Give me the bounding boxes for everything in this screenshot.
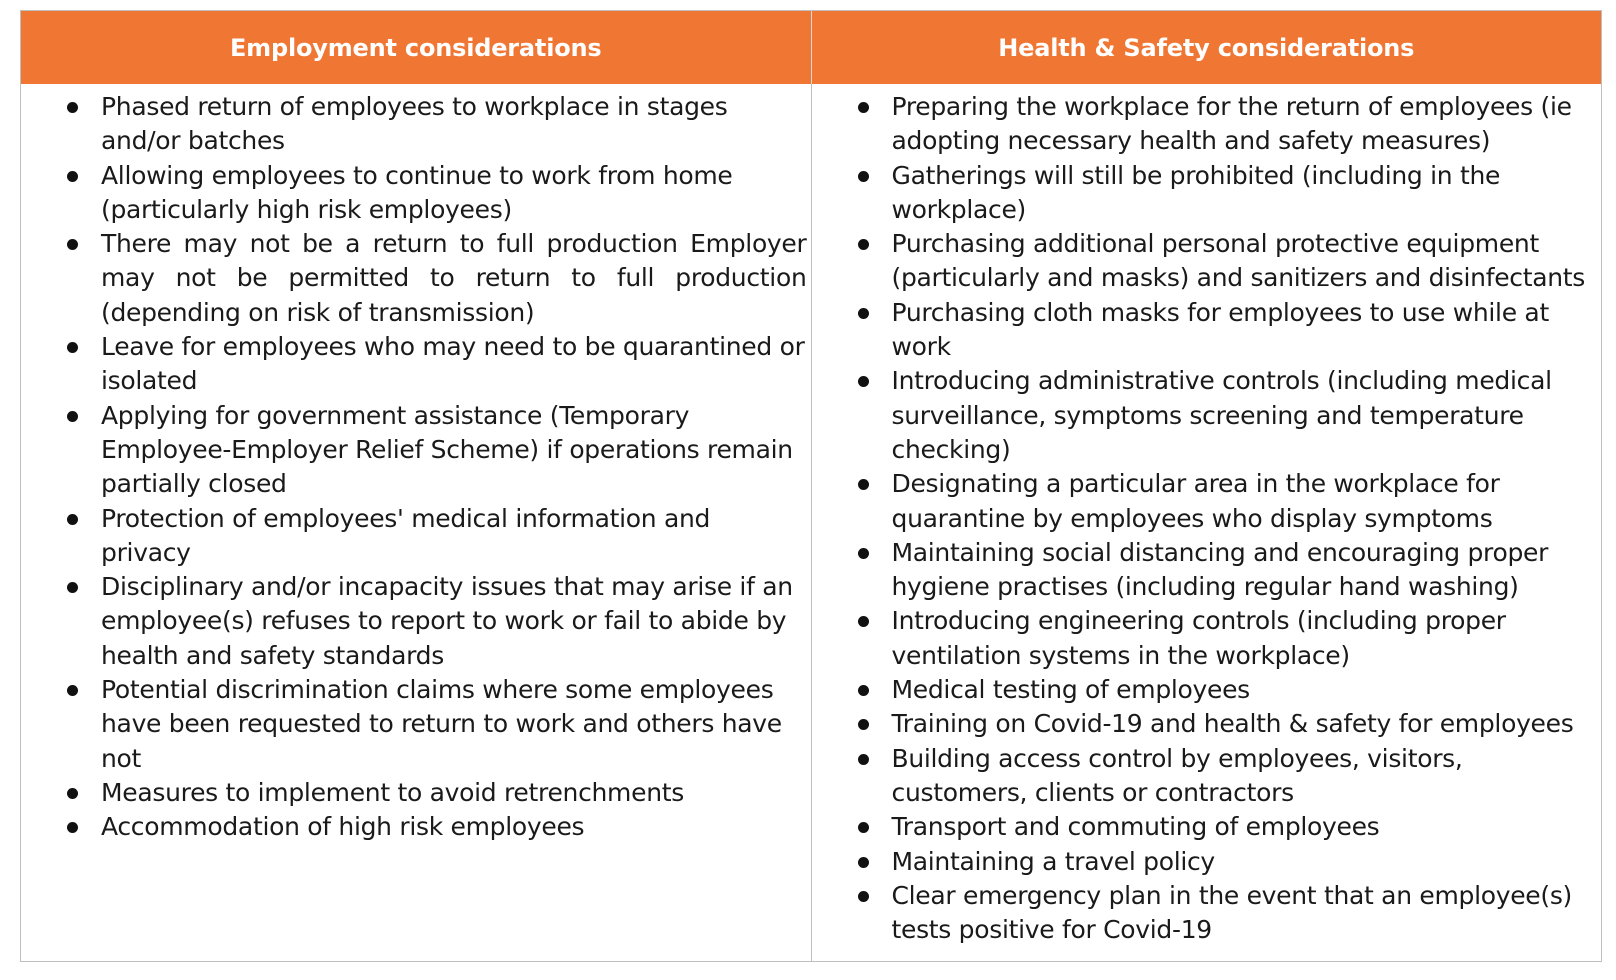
bullet-icon (858, 891, 869, 902)
bullet-icon (858, 308, 869, 319)
employment-column (21, 84, 812, 961)
list-item: Medical testing of employees (812, 673, 1602, 707)
bullet-icon (858, 239, 869, 250)
bullet-icon (67, 411, 78, 422)
bullet-icon (858, 479, 869, 490)
bullet-icon (858, 857, 869, 868)
list-item: Protection of employees' medical information and privacy (21, 502, 811, 571)
bullet-icon (858, 102, 869, 113)
list-item: Applying for government assistance (Temporary Employee-Employer Relief Scheme) if operations remain partially closed (21, 399, 811, 502)
bullet-icon (858, 171, 869, 182)
bullet-icon (67, 788, 78, 799)
bullet-icon (67, 582, 78, 593)
list-item: Allowing employees to continue to work from home (particularly high risk employees) (21, 159, 811, 228)
list-item: Disciplinary and/or incapacity issues that may arise if an employee(s) refuses to report to work or fail to abide by health and safety standards (21, 570, 811, 673)
employment-header: Employment considerations (21, 11, 812, 84)
list-item: Maintaining social distancing and encouraging proper hygiene practises (including regular hand washing) (812, 536, 1602, 605)
list-item: Measures to implement to avoid retrenchments (21, 776, 811, 810)
bullet-icon (67, 514, 78, 525)
list-item: Preparing the workplace for the return of employees (ie adopting necessary health and safety measures) (812, 90, 1602, 159)
health-safety-column (812, 84, 1602, 961)
list-item: Transport and commuting of employees (812, 810, 1602, 844)
bullet-icon (67, 342, 78, 353)
table-header-row (21, 11, 1601, 84)
bullet-icon (67, 171, 78, 182)
list-item: There may not be a return to full production Employer may not be permitted to return to full production (depending on risk of transmission) (21, 227, 811, 330)
health-safety-header: Health & Safety considerations (998, 33, 1415, 62)
bullet-icon (858, 822, 869, 833)
bullet-icon (858, 754, 869, 765)
table-body-row (21, 84, 1601, 961)
employment-list (21, 90, 811, 845)
list-item: Leave for employees who may need to be quarantined or isolated (21, 330, 811, 399)
bullet-icon (858, 548, 869, 559)
bullet-icon (67, 239, 78, 250)
list-item: Designating a particular area in the workplace for quarantine by employees who display symptoms (812, 467, 1602, 536)
list-item: Building access control by employees, visitors, customers, clients or contractors (812, 742, 1602, 811)
list-item: Introducing engineering controls (including proper ventilation systems in the workplace) (812, 604, 1602, 673)
list-item: Accommodation of high risk employees (21, 810, 811, 844)
bullet-icon (67, 102, 78, 113)
bullet-icon (67, 685, 78, 696)
list-item: Maintaining a travel policy (812, 845, 1602, 879)
bullet-icon (858, 376, 869, 387)
bullet-icon (67, 822, 78, 833)
bullet-icon (858, 685, 869, 696)
bullet-icon (858, 719, 869, 730)
list-item: Training on Covid-19 and health & safety for employees (812, 707, 1602, 741)
list-item: Phased return of employees to workplace in stages and/or batches (21, 90, 811, 159)
list-item: Gatherings will still be prohibited (including in the workplace) (812, 159, 1602, 228)
list-item: Purchasing additional personal protective equipment (particularly and masks) and sanitizers and disinfectants (812, 227, 1602, 296)
health-safety-list (812, 90, 1602, 947)
list-item: Purchasing cloth masks for employees to use while at work (812, 296, 1602, 365)
considerations-table (20, 10, 1602, 962)
list-item: Introducing administrative controls (including medical surveillance, symptoms screening and temperature checking) (812, 364, 1602, 467)
bullet-icon (858, 616, 869, 627)
list-item: Clear emergency plan in the event that an employee(s) tests positive for Covid-19 (812, 879, 1602, 948)
list-item: Potential discrimination claims where some employees have been requested to return to work and others have not (21, 673, 811, 776)
